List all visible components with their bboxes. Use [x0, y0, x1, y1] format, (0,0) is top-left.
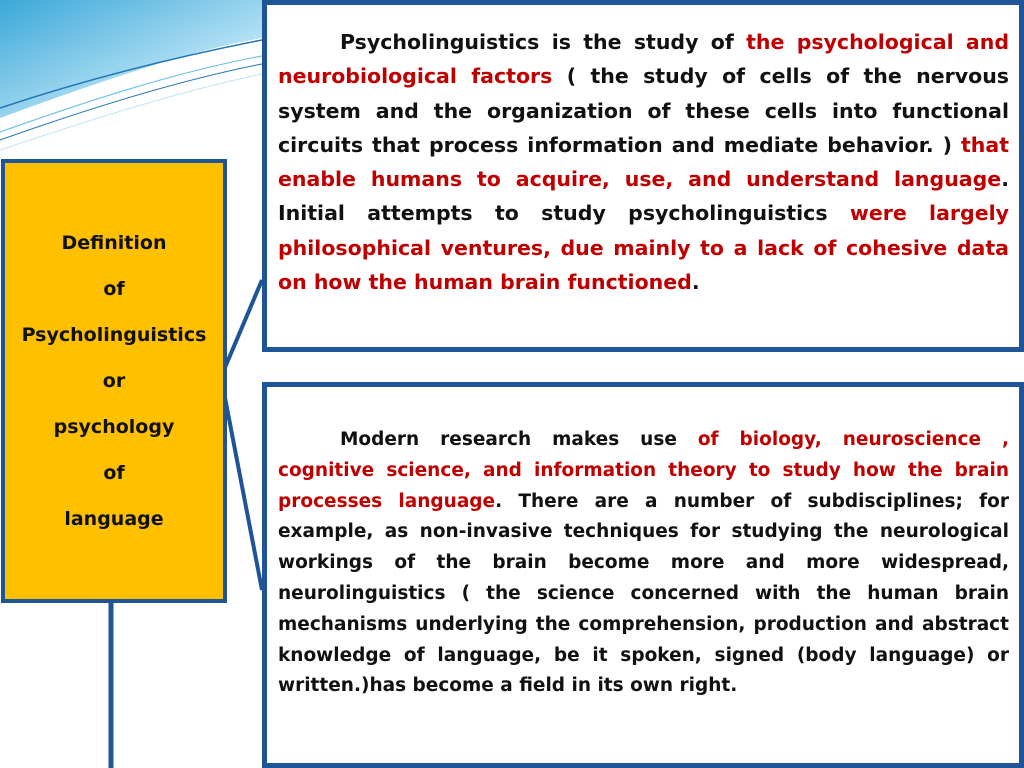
definition-paragraph	[278, 25, 1009, 299]
label-line: of	[103, 462, 125, 484]
text-run: Psycholinguistics is the study of	[340, 30, 747, 54]
highlight-text: that enable humans to acquire, use, and understand language	[278, 132, 1009, 192]
highlight-text: to study how the brain processes language	[278, 459, 1009, 512]
modern-research-paragraph	[278, 425, 1009, 702]
definition-text-box	[262, 0, 1024, 352]
text-run: Modern research makes use	[340, 429, 698, 450]
text-run: . There are a number of subdisciplines; for example, as non-invasive techniques for studying the neurological workings of the brain become more and more widespread, neurolinguistics ( the science concerned with the human brain mechanisms underlying the comprehension, production and abstract knowledge of language, be it spoken, signed (body language) or written.)has become a field in its own right.	[278, 490, 1009, 697]
label-line: language	[64, 508, 164, 530]
swoosh-curve	[0, 40, 262, 108]
text-run: ( the study of cells of the nervous system and the organization of these cells into functional circuits that process information and mediate behavior. )	[278, 64, 1009, 157]
text-run: .	[691, 270, 700, 295]
swoosh-curve	[0, 74, 262, 150]
label-line: Psycholinguistics	[21, 324, 207, 346]
highlight-text: the psychological and neurobiological factors	[278, 30, 1009, 89]
swoosh-curve	[0, 56, 262, 132]
swoosh-curve	[0, 48, 262, 122]
bracket-lower	[221, 377, 262, 590]
label-line: Definition	[61, 232, 167, 254]
definition-label-box	[1, 159, 227, 603]
text-run	[737, 460, 749, 481]
label-line: or	[102, 370, 126, 392]
text-run: . Initial attempts to study psycholinguistics	[278, 167, 1009, 226]
label-line: psychology	[53, 416, 175, 438]
swoosh-curve	[0, 64, 262, 140]
highlight-text: of biology, neuroscience , cognitive science, and information theory	[278, 429, 1009, 481]
modern-research-text-box	[262, 382, 1024, 768]
bracket-upper	[221, 280, 262, 377]
highlight-text: were largely philosophical ventures, due mainly to a lack of cohesive data on how the human brain functioned	[278, 201, 1009, 295]
label-line: of	[103, 278, 125, 300]
sky-swoosh	[0, 0, 262, 118]
